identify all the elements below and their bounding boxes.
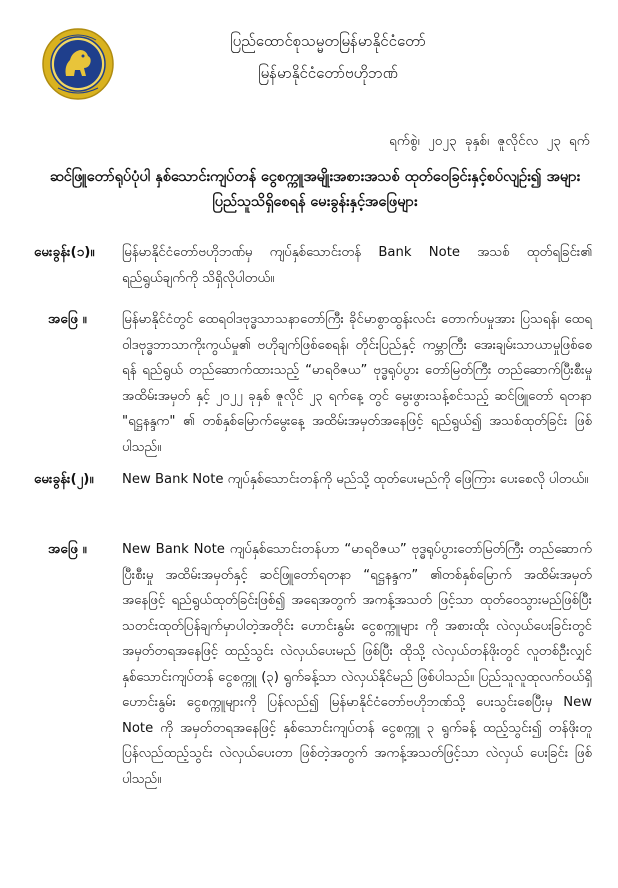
central-bank-seal-icon <box>42 28 114 100</box>
answer-2-label: အဖြေ ။ <box>48 541 87 557</box>
question-1-label: မေးခွန်း(၁)။ <box>34 244 95 260</box>
question-2-text: New Bank Note ကျပ်နှစ်သောင်းတန်ကို မည်သို့ ထုတ်ပေးမည်ကို ဖြေကြား ပေးစေလို ပါတယ်။ <box>122 472 589 487</box>
answer-2-text: New Bank Note ကျပ်နှစ်သောင်းတန်ဟာ “မာရဝိဇယ” ဗုဒ္ဓရုပ်ပွားတော်မြတ်ကြီး တည်ဆောက်ပြီးစီးမှု အထိမ်းအမှတ်နှင့် ဆင်ဖြူတော်ရတနာ “ရဋ္ဌနန္ဒက” ၏တစ်နှစ်မြောက် အထိမ်းအမှတ်အနေဖြင့် ရည်ရွယ်ထုတ်ခြင်းဖြစ်၍ အရေအတွက် အကန့်အသတ် ဖြင့်သာ ထုတ်ဝေသွားမည်ဖြစ်ပြီး သတင်းထုတ်ပြန်ချက်မှာပါတဲ့အတိုင်း ဟောင်းနွမ်း ငွေစက္ကူများ ကို အစားထိုး လဲလှယ်ပေးခြင်းတွင် အမှတ်တရအနေဖြင့် ထည့်သွင်း လဲလှယ်ပေးမည် ဖြစ်ပြီး ထိုသို့ လဲလှယ်တန်ဖိုးတွင် လူတစ်ဦးလျှင် နှစ်သောင်းကျပ်တန် ငွေစက္ကူ (၃) ရွက်ခန့်သာ လဲလှယ်နိုင်မည် ဖြစ်ပါသည်။ ပြည်သူလူထုလက်ဝယ်ရှိ ဟောင်းနွမ်း ငွေစက္ကူများကို ပြန်လည်၍ မြန်မာနိုင်ငံတော်ဗဟိုဘဏ်သို့ ပေးသွင်းစေပြီးမှ New Note ကို အမှတ်တရအနေဖြင့် နှစ်သောင်းကျပ်တန် ငွေစက္ကူ ၃ ရွက်ခန့် ထည့်သွင်း၍ တန်ဖိုးတူ ပြန်လည်ထည့်သွင်း လဲလှယ်ပေးတာ ဖြစ်တဲ့အတွက် အကန့်အသတ်ဖြင့်သာ လဲလှယ် ပေးခြင်း ဖြစ်ပါသည်။ <box>122 542 592 787</box>
question-2-label: မေးခွန်း(၂)။ <box>34 471 94 487</box>
answer-1-label: အဖြေ ။ <box>48 311 87 327</box>
question-1-text: မြန်မာနိုင်ငံတော်ဗဟိုဘဏ်မှ ကျပ်နှစ်သောင်းတန် Bank Note အသစ် ထုတ်ရခြင်း၏ ရည်ရွယ်ချက်ကို သိရှိလိုပါတယ်။ <box>122 245 592 286</box>
answer-1-text: မြန်မာနိုင်ငံတွင် ထေရဝါဒဗုဒ္ဓသာသနာတော်ကြီး ခိုင်မာစွာထွန်းလင်း တောက်ပမှုအား ပြသရန်၊ ထေရဝါဒဗုဒ္ဓဘာသာကိုးကွယ်မှု၏ ဗဟိုချက်ဖြစ်စေရန်၊ တိုင်းပြည်နှင့် ကမ္ဘာကြီး အေးချမ်းသာယာမှုဖြစ်စေရန် ရည်ရွယ် တည်ဆောက်ထားသည့် “မာရဝိဇယ” ဗုဒ္ဓရုပ်ပွား တော်မြတ်ကြီး တည်ဆောက်ပြီးစီးမှု အထိမ်းအမှတ် နှင့် ၂၀၂၂ ခုနှစ် ဇူလိုင် ၂၃ ရက်နေ့ တွင် မွေးဖွားသန့်စင်သည့် ဆင်ဖြူတော် ရတနာ "ရဋ္ဌနန္ဒက" ၏ တစ်နှစ်မြောက်မွေးနေ့ အထိမ်းအမှတ်အနေဖြင့် ရည်ရွယ်၍ အသစ်ထုတ်ခြင်း ဖြစ်ပါသည်။ <box>122 312 592 455</box>
header-line-2: မြန်မာနိုင်ငံတော်ဗဟိုဘဏ် <box>258 64 398 82</box>
header-line-1: ပြည်ထောင်စုသမ္မတမြန်မာနိုင်ငံတော် <box>230 32 426 50</box>
document-title: ဆင်ဖြူတော်ရုပ်ပုံပါ နှစ်သောင်းကျပ်တန် ငွေစက္ကူအမျိုးအစားအသစ် ထုတ်ဝေခြင်းနှင့်စပ်လျဉ်း၍ အများပြည်သူသိရှိစေရန် မေးခွန်းနှင့်အဖြေများ <box>49 169 581 210</box>
date-line: ရက်စွဲ၊ ၂၀၂၃ ခုနှစ်၊ ဇူလိုင်လ ၂၃ ရက် <box>389 133 590 149</box>
